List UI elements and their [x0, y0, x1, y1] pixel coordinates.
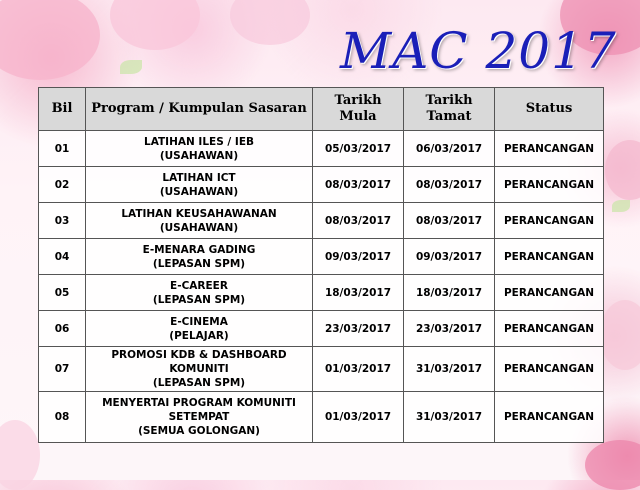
- table-header-row: [39, 88, 604, 131]
- program-name: LATIHAN KEUSAHAWANAN: [121, 207, 277, 220]
- cell-status: PERANCANGAN: [495, 239, 604, 275]
- target-group: (USAHAWAN): [159, 185, 239, 198]
- cell-tarikh-tamat: 08/03/2017: [404, 203, 495, 239]
- cell-status: PERANCANGAN: [495, 347, 604, 392]
- cell-status: PERANCANGAN: [495, 392, 604, 443]
- cell-bil: 06: [39, 311, 86, 347]
- cell-bil: 01: [39, 131, 86, 167]
- cell-tarikh-mula: 08/03/2017: [313, 167, 404, 203]
- header-program: Program / Kumpulan Sasaran: [86, 88, 313, 131]
- cell-bil: 02: [39, 167, 86, 203]
- header-tarikh-mula: Tarikh Mula: [313, 88, 404, 131]
- table-row: [39, 167, 604, 203]
- cell-status: PERANCANGAN: [495, 275, 604, 311]
- target-group-extra: (SEMUA GOLONGAN): [138, 425, 260, 437]
- table-row: [39, 392, 604, 443]
- program-name: LATIHAN ICT: [162, 171, 236, 184]
- cell-status: PERANCANGAN: [495, 167, 604, 203]
- table-row: [39, 275, 604, 311]
- cell-tarikh-tamat: 18/03/2017: [404, 275, 495, 311]
- cell-tarikh-mula: 18/03/2017: [313, 275, 404, 311]
- target-group: (USAHAWAN): [159, 149, 239, 162]
- target-group: (LEPASAN SPM): [152, 293, 246, 306]
- cell-program: [86, 275, 313, 311]
- cell-tarikh-tamat: 31/03/2017: [404, 347, 495, 392]
- cell-tarikh-tamat: 23/03/2017: [404, 311, 495, 347]
- table-row: [39, 131, 604, 167]
- cell-program: [86, 167, 313, 203]
- table-row: [39, 239, 604, 275]
- cell-tarikh-tamat: 08/03/2017: [404, 167, 495, 203]
- program-name: E-MENARA GADING: [142, 243, 256, 256]
- blossom-decoration: [0, 0, 100, 80]
- target-group: (PELAJAR): [169, 329, 229, 342]
- target-group: (USAHAWAN): [159, 221, 239, 234]
- table-row: [39, 203, 604, 239]
- header-tarikh-tamat: Tarikh Tamat: [404, 88, 495, 131]
- cell-program: [86, 203, 313, 239]
- cell-tarikh-tamat: 31/03/2017: [404, 392, 495, 443]
- cell-tarikh-mula: 23/03/2017: [313, 311, 404, 347]
- cell-bil: 05: [39, 275, 86, 311]
- cell-bil: 08: [39, 392, 86, 443]
- target-group: (LEPASAN SPM): [152, 257, 246, 270]
- table-row: [39, 347, 604, 392]
- cell-tarikh-tamat: 09/03/2017: [404, 239, 495, 275]
- program-name: LATIHAN ILES / IEB: [144, 135, 254, 148]
- cell-status: PERANCANGAN: [495, 311, 604, 347]
- cell-bil: 03: [39, 203, 86, 239]
- leaf-decoration: [120, 60, 142, 74]
- cell-tarikh-mula: 01/03/2017: [313, 392, 404, 443]
- blossom-decoration: [600, 300, 640, 370]
- table-row: [39, 311, 604, 347]
- header-status: Status: [495, 88, 604, 131]
- blossom-decoration: [230, 0, 310, 45]
- cell-tarikh-tamat: 06/03/2017: [404, 131, 495, 167]
- target-group: (LEPASAN SPM): [152, 377, 246, 389]
- cell-status: PERANCANGAN: [495, 131, 604, 167]
- schedule-table: [38, 87, 604, 443]
- leaf-decoration: [612, 200, 630, 212]
- cell-program: [86, 311, 313, 347]
- program-name: E-CINEMA: [170, 315, 228, 328]
- cell-program: [86, 239, 313, 275]
- cell-bil: 04: [39, 239, 86, 275]
- blossom-decoration: [605, 140, 640, 200]
- program-name: MENYERTAI PROGRAM KOMUNITI: [102, 397, 296, 409]
- program-name: PROMOSI KDB & DASHBOARD KOMUNITI: [111, 349, 287, 375]
- page-title: MAC 2017: [340, 22, 617, 80]
- blossom-decoration: [585, 440, 640, 490]
- program-name: E-CAREER: [170, 279, 228, 292]
- cell-bil: 07: [39, 347, 86, 392]
- target-group: SETEMPAT: [168, 411, 230, 423]
- cell-status: PERANCANGAN: [495, 203, 604, 239]
- header-bil: Bil: [39, 88, 86, 131]
- cell-program: [86, 131, 313, 167]
- cell-program: [86, 392, 313, 443]
- cell-program: [86, 347, 313, 392]
- blossom-decoration: [110, 0, 200, 50]
- cell-tarikh-mula: 09/03/2017: [313, 239, 404, 275]
- cell-tarikh-mula: 05/03/2017: [313, 131, 404, 167]
- cell-tarikh-mula: 08/03/2017: [313, 203, 404, 239]
- cell-tarikh-mula: 01/03/2017: [313, 347, 404, 392]
